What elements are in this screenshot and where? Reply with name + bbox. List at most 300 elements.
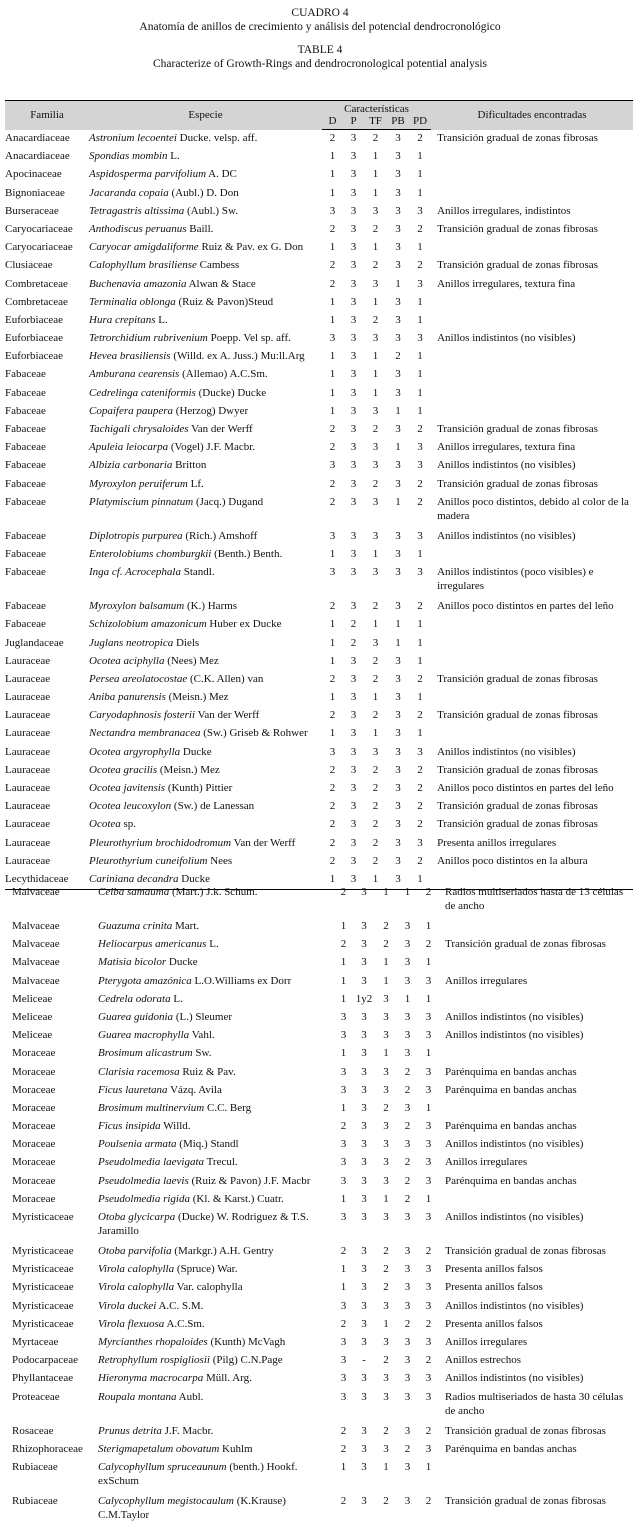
value-d: 2 (340, 886, 347, 898)
familia-cell: Moraceae (12, 1065, 56, 1078)
species-author: Ducke. velsp. aff. (176, 131, 258, 144)
species-name: Virola calophylla (98, 1263, 175, 1276)
species-name: Ocotea javitensis (89, 782, 166, 794)
species-author: Van der Werff (231, 836, 296, 849)
value-pb: 2 (395, 350, 401, 363)
especie-cell (98, 1009, 334, 1027)
value-d: 1 (329, 241, 336, 254)
value-p: 3 (361, 1120, 367, 1133)
species-name: Ocotea gracilis (89, 763, 158, 776)
familia-cell: Myristicaceae (12, 1211, 74, 1223)
familia-cell: Malvaceae (12, 886, 60, 898)
dificultades-cell: Transición gradual de zonas fibrosas (445, 938, 606, 951)
value-p: 3 (361, 1010, 367, 1023)
value-p: 3 (361, 1174, 367, 1187)
value-d: 3 (340, 1029, 347, 1042)
value-pb: 3 (404, 1299, 411, 1312)
dificultades-cell: Parénquima en bandas anchas (445, 1065, 577, 1078)
value-d: 1 (340, 992, 347, 1005)
value-p: 3 (350, 782, 357, 794)
growth-rings-table-part2 (12, 884, 634, 1527)
value-pd: 3 (417, 277, 423, 290)
value-p: 3 (361, 1263, 367, 1276)
especie-cell (98, 1045, 334, 1063)
value-pb: 2 (404, 1065, 411, 1078)
header-familia: Familia (5, 101, 89, 130)
dificultades-cell: Transición gradual de zonas fibrosas (437, 131, 598, 144)
value-d: 1 (340, 1263, 347, 1276)
table-row (5, 166, 633, 184)
value-pd: 1 (417, 368, 423, 381)
table-row (12, 1209, 634, 1243)
species-author: L. (155, 313, 168, 326)
value-p: 3 (350, 709, 357, 722)
value-tf: 2 (372, 763, 379, 776)
especie-cell (89, 528, 322, 546)
value-pb: 3 (395, 222, 401, 235)
especie-cell (89, 707, 322, 725)
value-pb: 3 (395, 672, 401, 685)
table-row (5, 421, 633, 439)
value-p: 3 (361, 1029, 367, 1042)
value-p: 3 (361, 1192, 367, 1205)
value-tf: 3 (383, 1335, 389, 1348)
value-tf: 3 (383, 992, 389, 1005)
familia-cell: Malvaceae (12, 920, 60, 932)
value-tf: 2 (372, 672, 379, 685)
value-pd: 3 (425, 1372, 432, 1385)
value-pd: 2 (417, 423, 423, 435)
value-tf: 3 (383, 1299, 389, 1312)
value-pb: 3 (404, 1029, 411, 1042)
header-p: P (343, 115, 364, 130)
table-row (5, 689, 633, 707)
species-author: (Sw.) Griseb & Rohwer (200, 727, 308, 740)
especie-cell (98, 954, 334, 972)
value-pb: 3 (404, 1101, 411, 1114)
especie-cell (89, 689, 322, 707)
value-pd: 1 (417, 618, 423, 631)
value-p: 3 (361, 1494, 367, 1507)
value-pd: 3 (425, 1174, 432, 1187)
familia-cell: Moraceae (12, 1101, 56, 1114)
table-row (12, 1191, 634, 1209)
species-author: (Sw.) de Lanessan (171, 800, 255, 813)
dificultades-cell: Transición gradual de zonas fibrosas (445, 1424, 606, 1437)
value-pd: 3 (425, 1335, 432, 1348)
species-author: Vázq. Avila (167, 1083, 222, 1096)
table-row (5, 312, 633, 330)
species-author: Poepp. Vel sp. aff. (207, 332, 291, 345)
especie-cell (89, 653, 322, 671)
value-pd: 1 (417, 186, 423, 199)
table-row (5, 528, 633, 546)
familia-cell: Fabaceae (5, 368, 46, 381)
value-pd: 1 (417, 313, 423, 326)
species-name: Cedrelinga cateniformis (89, 386, 196, 399)
dificultades-cell: Anillos irregulares, indistintos (437, 204, 571, 217)
value-d: 3 (329, 566, 336, 579)
species-name: Matisia bicolor (98, 956, 167, 969)
value-pd: 3 (417, 459, 423, 472)
table-row (5, 257, 633, 275)
dificultades-cell: Transición gradual de zonas fibrosas (445, 1494, 606, 1507)
species-author: Diels (173, 636, 200, 649)
value-tf: 3 (383, 1029, 389, 1042)
value-d: 2 (329, 132, 336, 144)
dificultades-cell: Anillos irregulares (445, 1335, 528, 1348)
value-p: 3 (361, 1299, 367, 1312)
species-name: Apuleia leiocarpa (89, 441, 169, 454)
value-pd: 2 (417, 800, 423, 813)
table-row (12, 1279, 634, 1297)
species-author: (Miq.) Standl (176, 1138, 239, 1151)
value-pb: 3 (404, 956, 411, 969)
value-tf: 3 (372, 332, 379, 345)
value-p: 3 (350, 204, 357, 217)
especie-cell (98, 1064, 334, 1082)
especie-cell (98, 1334, 334, 1352)
value-d: 3 (340, 1354, 347, 1367)
value-d: 3 (340, 1138, 347, 1151)
value-p: 3 (350, 763, 357, 776)
table-row (5, 130, 633, 149)
value-pd: 2 (417, 854, 423, 867)
value-pb: 3 (395, 386, 401, 399)
especie-cell (98, 1279, 334, 1297)
value-p: 3 (350, 854, 357, 867)
table-row (5, 239, 633, 257)
familia-cell: Podocarpaceae (12, 1354, 78, 1367)
table-row (5, 744, 633, 762)
species-author: Nees (207, 854, 233, 867)
familia-cell: Rosaceae (12, 1424, 54, 1437)
especie-cell (98, 1118, 334, 1136)
species-name: Calophyllum brasiliense (89, 259, 197, 272)
value-pd: 3 (425, 1299, 432, 1312)
especie-cell (89, 257, 322, 275)
species-author: (Pilg) C.N.Page (209, 1354, 283, 1367)
species-author: (Markgr.) A.H. Gentry (171, 1245, 274, 1257)
value-pb: 2 (404, 1083, 411, 1096)
species-author: (Kl. & Karst.) Cuatr. (189, 1192, 284, 1205)
value-d: 3 (329, 204, 336, 217)
familia-cell: Euforbiaceae (5, 313, 64, 326)
value-p: - (362, 1354, 366, 1367)
especie-cell (89, 439, 322, 457)
familia-cell: Lauraceae (5, 800, 51, 813)
value-p: 3 (350, 477, 357, 490)
especie-cell (98, 1423, 334, 1441)
species-author: A.C.Sm. (164, 1317, 205, 1330)
especie-cell (98, 1389, 334, 1423)
title-english: Characterize of Growth-Rings and dendrocronological potential analysis (152, 58, 488, 70)
dificultades-cell (431, 312, 633, 330)
dificultades-cell: Presenta anillos falsos (445, 1263, 543, 1276)
dificultades-cell (431, 635, 633, 653)
value-tf: 3 (383, 1174, 389, 1187)
familia-cell: Lauraceae (5, 818, 51, 831)
species-name: Hevea brasiliensis (89, 350, 171, 363)
table-row (12, 954, 634, 972)
familia-cell: Myristicaceae (12, 1317, 74, 1330)
species-name: Astronium lecoentei (89, 131, 177, 144)
value-tf: 3 (383, 1010, 389, 1023)
table-row (5, 294, 633, 312)
value-d: 1 (340, 1281, 347, 1294)
dificultades-cell: Anillos poco distintos, debido al color de la madera (437, 495, 629, 522)
species-author: (C.K. Allen) van (187, 672, 264, 685)
value-tf: 3 (372, 495, 379, 508)
especie-cell (98, 936, 334, 954)
value-p: 3 (350, 241, 357, 254)
table-row (5, 780, 633, 798)
especie-cell (89, 276, 322, 294)
especie-cell (89, 835, 322, 853)
value-tf: 2 (383, 1424, 389, 1437)
value-d: 3 (340, 1372, 347, 1385)
value-tf: 1 (372, 547, 379, 560)
value-tf: 3 (372, 204, 379, 217)
value-p: 1y2 (355, 992, 373, 1005)
species-author: (Allemao) A.C.Sm. (179, 368, 268, 381)
especie-cell (89, 130, 322, 149)
value-pd: 2 (417, 672, 423, 685)
value-p: 3 (350, 277, 357, 290)
familia-cell: Fabaceae (5, 459, 46, 472)
species-author: (Aubl.) Sw. (184, 204, 238, 217)
species-name: Guazuma crinita (98, 920, 173, 932)
familia-cell: Fabaceae (5, 441, 46, 454)
dificultades-cell: Parénquima en bandas anchas (445, 1174, 577, 1187)
table-row (12, 1389, 634, 1423)
value-pb: 3 (395, 368, 401, 381)
value-pd: 3 (417, 836, 423, 849)
familia-cell: Euforbiaceae (5, 332, 64, 345)
table-row (5, 385, 633, 403)
species-name: Anthodiscus peruanus (89, 222, 187, 235)
value-tf: 1 (383, 1317, 389, 1330)
dificultades-cell: Anillos poco distintos en partes del leño (437, 600, 614, 613)
species-name: Aspidosperma parvifolium (89, 168, 207, 181)
species-author: Cambess (196, 259, 240, 272)
species-name: Virola duckei (98, 1299, 157, 1312)
species-name: Myroxylon peruiferum (89, 477, 188, 490)
table-row (5, 546, 633, 564)
value-tf: 2 (383, 1354, 389, 1367)
species-name: Clarisia racemosa (98, 1065, 180, 1078)
table-row (5, 762, 633, 780)
value-tf: 2 (372, 600, 379, 613)
familia-cell: Meliceae (12, 1029, 53, 1042)
table-row (12, 936, 634, 954)
table-row (5, 707, 633, 725)
value-pd: 1 (425, 1192, 432, 1205)
species-author: Müll. Arg. (203, 1372, 252, 1385)
dificultades-cell (431, 166, 633, 184)
value-pd: 2 (425, 886, 432, 898)
table-row (5, 616, 633, 634)
value-p: 3 (361, 1442, 367, 1455)
table-row (12, 1027, 634, 1045)
value-pb: 2 (404, 1174, 411, 1187)
species-author: L. (170, 992, 183, 1005)
value-tf: 1 (372, 368, 379, 381)
value-pb: 3 (395, 763, 401, 776)
species-author: (Herzog) Dwyer (173, 404, 249, 417)
value-tf: 2 (383, 1281, 389, 1294)
table-row (12, 973, 634, 991)
especie-cell (98, 1191, 334, 1209)
value-p: 3 (350, 529, 357, 542)
table-row (5, 185, 633, 203)
value-tf: 2 (372, 818, 379, 831)
species-name: Sterigmapetalum obovatum (98, 1442, 220, 1455)
especie-cell (98, 884, 334, 918)
species-name: Myrcianthes rhopaloides (98, 1335, 208, 1348)
especie-cell (89, 421, 322, 439)
value-pb: 3 (387, 871, 409, 890)
value-pb: 3 (395, 600, 401, 613)
value-p: 3 (361, 1424, 367, 1437)
species-name: Aniba panurensis (89, 691, 166, 704)
value-tf: 3 (383, 1120, 389, 1133)
value-d: 1 (329, 636, 336, 649)
value-d: 1 (340, 1047, 347, 1060)
dificultades-cell: Transición gradual de zonas fibrosas (437, 800, 598, 813)
familia-cell: Lauraceae (5, 836, 51, 849)
value-p: 3 (350, 404, 357, 417)
dificultades-cell: Anillos indistintos (no visibles) (445, 1138, 584, 1151)
dificultades-cell: Anillos irregulares, textura fina (437, 277, 576, 290)
value-p: 3 (350, 423, 357, 435)
species-name: Spondias mombin (89, 150, 168, 163)
value-pd: 3 (425, 1083, 432, 1096)
table-row (12, 1459, 634, 1493)
species-name: Brosimum alicastrum (98, 1047, 193, 1060)
value-tf: 3 (383, 1372, 389, 1385)
species-name: Pseudolmedia laevis (98, 1174, 189, 1187)
value-d: 1 (329, 386, 336, 399)
dificultades-cell (431, 366, 633, 384)
value-pd: 1 (417, 150, 423, 163)
value-pd: 2 (417, 600, 423, 613)
familia-cell: Combretaceae (5, 295, 68, 308)
value-pd: 3 (425, 1029, 432, 1042)
species-author: A. DC (206, 168, 237, 181)
value-pd: 3 (425, 1281, 432, 1294)
especie-cell (89, 725, 322, 743)
header-pd: PD (409, 115, 431, 130)
dificultades-cell: Anillos poco distintos en la albura (437, 854, 588, 867)
species-name: Retrophyllum rospigliosii (98, 1354, 210, 1367)
species-author: (Meisn.) Mez (157, 763, 220, 776)
species-name: Virola calophylla (98, 1281, 175, 1294)
value-d: 3 (329, 529, 336, 542)
especie-cell (98, 1100, 334, 1118)
value-pd: 2 (425, 1424, 432, 1437)
dificultades-cell (431, 689, 633, 707)
especie-cell (89, 457, 322, 475)
dificultades-cell: Transición gradual de zonas fibrosas (437, 423, 598, 435)
value-pb: 3 (395, 313, 401, 326)
familia-cell: Moraceae (12, 1138, 56, 1151)
value-tf: 2 (383, 1245, 389, 1257)
species-name: Pseudolmedia laevigata (98, 1156, 205, 1169)
value-p: 2 (350, 636, 357, 649)
table-row (12, 1441, 634, 1459)
table-row (5, 653, 633, 671)
value-pb: 3 (404, 1245, 411, 1257)
dificultades-cell (431, 725, 633, 743)
value-tf: 1 (372, 618, 379, 631)
dificultades-cell (431, 148, 633, 166)
familia-cell: Caryocariaceae (5, 241, 73, 254)
especie-cell (98, 1154, 334, 1172)
especie-cell (98, 1261, 334, 1279)
familia-cell: Myrtaceae (12, 1335, 59, 1348)
value-d: 2 (329, 854, 336, 867)
value-pb: 3 (395, 241, 401, 254)
familia-cell: Rubiaceae (12, 1494, 58, 1507)
value-pb: 3 (404, 920, 411, 932)
species-author: Standl. (180, 566, 215, 579)
familia-cell: Lauraceae (5, 745, 51, 758)
value-d: 3 (340, 1174, 347, 1187)
table-row (5, 476, 633, 494)
table-row (5, 598, 633, 616)
table-row (12, 1334, 634, 1352)
value-pb: 3 (395, 836, 401, 849)
value-pd: 2 (425, 1245, 432, 1257)
familia-cell: Lauraceae (5, 709, 51, 722)
species-author: (Ducke) W. Rodriguez & T.S. Jaramillo (98, 1211, 309, 1237)
value-pb: 3 (395, 854, 401, 867)
value-d: 1 (329, 691, 336, 704)
value-d: 2 (329, 423, 336, 435)
value-pb: 3 (404, 1494, 411, 1507)
value-tf: 3 (383, 1442, 389, 1455)
value-d: 2 (329, 672, 336, 685)
dificultades-cell (431, 403, 633, 421)
dificultades-cell: Transición gradual de zonas fibrosas (437, 763, 598, 776)
header-dificultades: Dificultades encontradas (431, 101, 633, 130)
value-pb: 2 (404, 1442, 411, 1455)
value-pb: 3 (395, 168, 401, 181)
table-row (12, 1352, 634, 1370)
value-pb: 1 (404, 886, 411, 898)
species-author: (Nees) Mez (164, 654, 219, 667)
dificultades-cell: Presenta anillos falsos (445, 1281, 543, 1294)
value-pd: 2 (417, 495, 423, 508)
value-p: 3 (361, 1245, 367, 1257)
value-tf: 2 (383, 920, 389, 932)
value-p: 3 (361, 1101, 367, 1114)
species-author: Aubl. (176, 1390, 204, 1403)
familia-cell: Myristicaceae (12, 1263, 74, 1276)
value-pb: 3 (404, 1010, 411, 1023)
value-p: 3 (350, 132, 357, 144)
value-tf: 2 (383, 1263, 389, 1276)
familia-cell: Myristicaceae (12, 1281, 74, 1294)
dificultades-cell (431, 616, 633, 634)
especie-cell (98, 1136, 334, 1154)
species-name: Cariniana decandra (89, 872, 179, 885)
value-tf: 3 (372, 404, 379, 417)
species-name: Juglans neotropica (89, 636, 174, 649)
value-p: 3 (350, 150, 357, 163)
value-tf: 1 (372, 168, 379, 181)
